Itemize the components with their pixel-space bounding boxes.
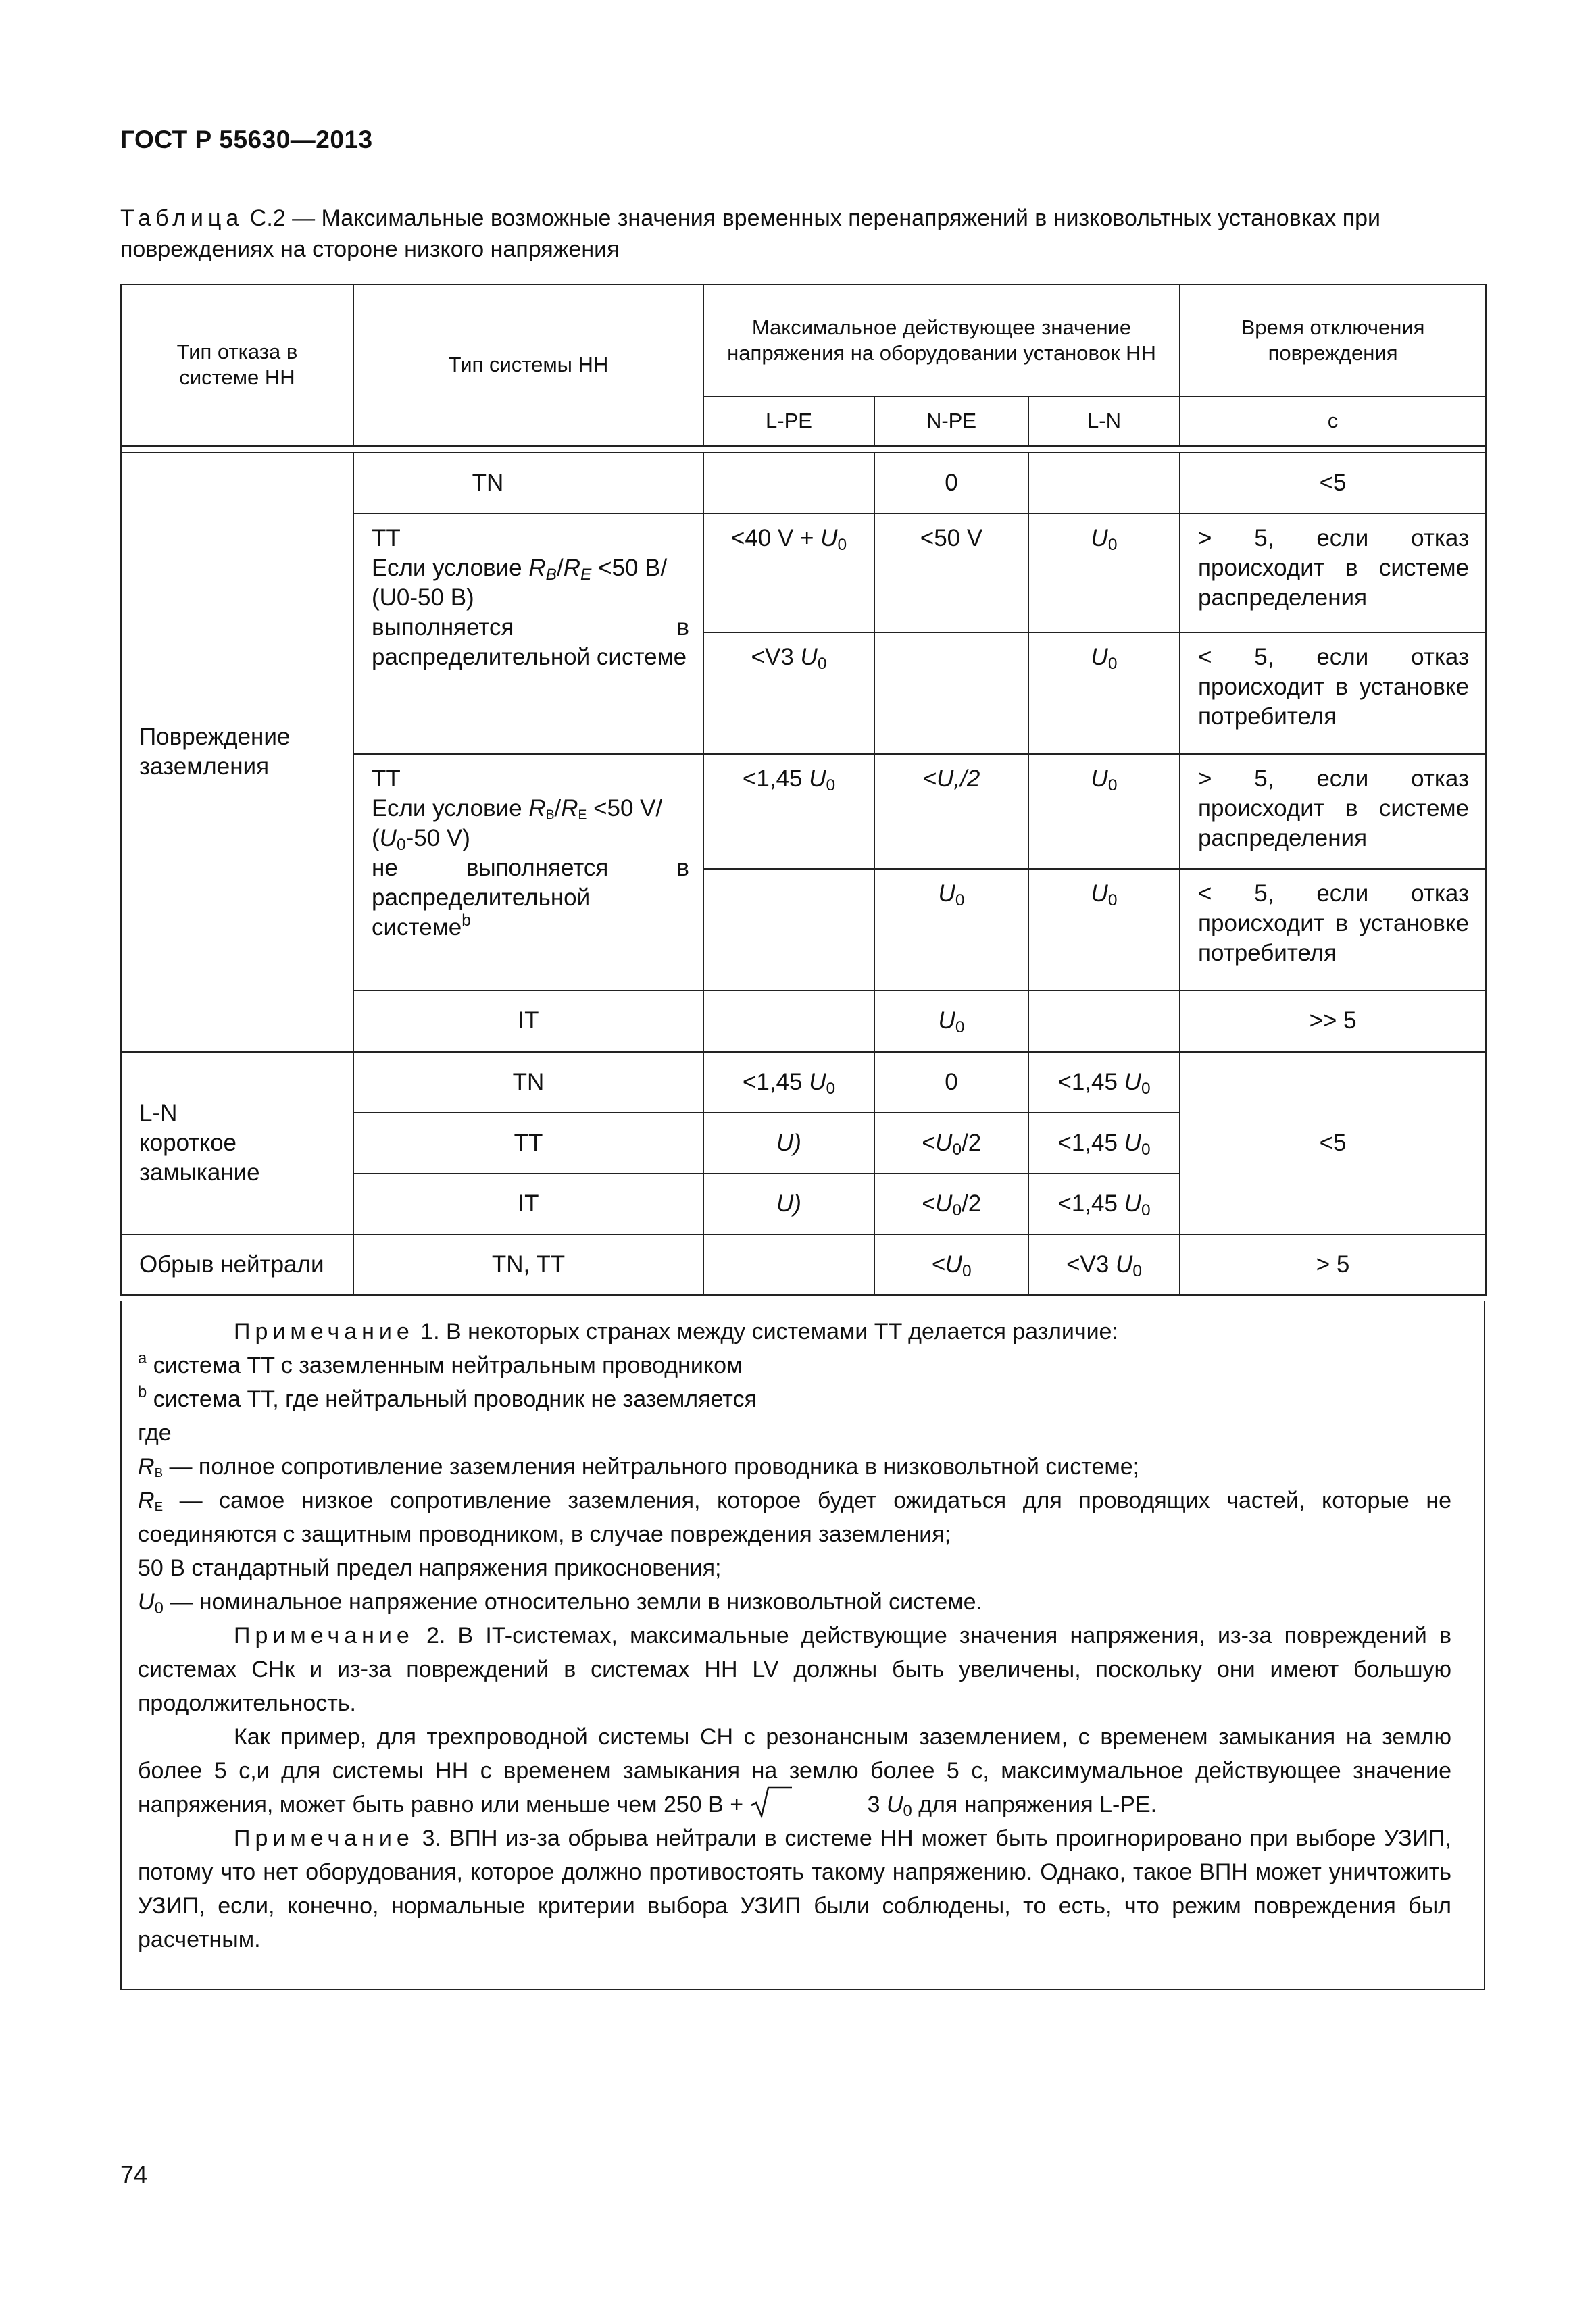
cell-system: TT [353,1113,703,1174]
note-1: Примечание 1. В некоторых странах между системами TT делается различие: [234,1319,1118,1344]
cell-npe: $<U_0/2$ [874,1174,1028,1234]
cell-system-tt-condition: TT Если условие $R_B/R_E <50$ В/ (U0-50 В) выполняется в распределительной системе [353,513,703,754]
cell-lpe: U) [703,1113,874,1174]
page-number: 74 [120,2161,148,2188]
cell-npe [874,632,1028,754]
overvoltage-table [120,284,1487,1296]
cell-lpe: U) [703,1174,874,1234]
header-time-unit: с [1180,397,1486,446]
cell-lpe: <1,45 $U_0$ [703,1052,874,1113]
note-re: RE — самое низкое сопротивление заземления, которое будет ожидаться для проводящих частей, которые не соединяются с защитным проводником, в случае повреждения заземления; [138,1488,1451,1547]
table-caption [120,203,1485,265]
group-neutral-break: Обрыв нейтрали [121,1234,353,1295]
note-example: Как пример, для трехпроводной системы СН с резонансным заземлением, с временем замыкания на землю более 5 с,и для системы НН с временем замыкания на землю более 5 с, максимумальное действующее значение напряжения, может быть равно или меньше чем 250 В + 3 $U_0$ для напряжения L-PE. [138,1724,1451,1820]
cell-ln: $U_0$ [1028,754,1180,869]
cell-time: > 5 [1180,1234,1486,1295]
group-earth-fault: Повреждение заземления [121,453,353,1052]
header-lpe: L-PE [703,397,874,446]
note-2: Примечание 2. В IT-системах, максимальные действующие значения напряжения, из-за повреждений в системах СНк и из-за повреждений в системах НН LV должны быть увеличены, поскольку они имеют большую продолжительность. [138,1623,1451,1716]
cell-system: TN, TT [353,1234,703,1295]
cell-npe: <50 V [874,513,1028,632]
header-fault-type: Тип отказа в системе НН [121,284,353,446]
cell-lpe: <1,45 $U_0$ [703,754,874,869]
header-ln: L-N [1028,397,1180,446]
cell-npe: 0 [874,1052,1028,1113]
group-short-circuit: L-N короткое замыкание [121,1052,353,1235]
cell-ln: <1,45 $U_0$ [1028,1113,1180,1174]
cell-lpe [703,990,874,1052]
cell-ln: $U_0$ [1028,513,1180,632]
table-row [121,453,1486,513]
note-b: $^b$ система TT, где нейтральный проводник не заземляется [138,1383,757,1412]
caption-label: Таблица [120,205,244,231]
header-disconnect-time: Время отключения повреждения [1180,284,1486,397]
sqrt-symbol: 3 [750,1788,880,1821]
cell-ln [1028,453,1180,513]
cell-time: > 5, если отказ происходит в системе распределения [1180,513,1486,632]
cell-system: TN [353,1052,703,1113]
note-limit: 50 В стандартный предел напряжения прикосновения; [138,1555,722,1581]
note-a: $^a$ система TT с заземленным нейтральным проводником [138,1349,743,1378]
cell-time: < 5, если отказ происходит в установке потребителя [1180,869,1486,990]
header-separator [121,446,1486,453]
table-row [121,1052,1486,1113]
caption-text: С.2 — Максимальные возможные значения временных перенапряжений в низковольтных установках при повреждениях на стороне низкого напряжения [120,205,1381,262]
cell-time: > 5, если отказ происходит в системе распределения [1180,754,1486,869]
cell-npe: $U_0$ [874,990,1028,1052]
cell-time: <5 [1180,453,1486,513]
cell-lpe: <V3 $U_0$ [703,632,874,754]
note-rb: RB — полное сопротивление заземления нейтрального проводника в низковольтной системе; [138,1454,1140,1480]
cell-npe: 0 [874,453,1028,513]
cell-system-tt-condition-not-met: TT Если условие RB/RE <50 V/ ($U_0-50$ V) не выполняется в распределительной системе$^b$ [353,754,703,990]
cell-time: >> 5 [1180,990,1486,1052]
cell-system: IT [353,990,703,1052]
sqrt-icon [750,1785,793,1819]
table-notes [120,1301,1485,1990]
cell-npe: $<U_0$ [874,1234,1028,1295]
cell-ln: <V3 $U_0$ [1028,1234,1180,1295]
cell-lpe [703,453,874,513]
table-row [121,1234,1486,1295]
cell-ln: <1,45 $U_0$ [1028,1052,1180,1113]
cell-npe: $<U_0/2$ [874,1113,1028,1174]
cell-time: < 5, если отказ происходит в установке потребителя [1180,632,1486,754]
cell-ln: $U_0$ [1028,869,1180,990]
cell-time: <5 [1180,1052,1486,1235]
cell-ln [1028,990,1180,1052]
cell-system: TN [353,453,703,513]
note-where: где [138,1420,172,1446]
cell-system: IT [353,1174,703,1234]
cell-npe: <U,/2 [874,754,1028,869]
cell-ln: $U_0$ [1028,632,1180,754]
cell-ln: <1,45 $U_0$ [1028,1174,1180,1234]
cell-lpe [703,869,874,990]
header-npe: N-PE [874,397,1028,446]
note-3: Примечание 3. ВПН из-за обрыва нейтрали в системе НН может быть проигнорировано при выборе УЗИП, потому что нет оборудования, которое должно противостоять такому напряжению. Однако, такое ВПН может уничтожить УЗИП, если, конечно, нормальные критерии выбора УЗИП были соблюдены, то есть, что режим повреждения был расчетным. [138,1826,1451,1953]
cell-lpe: <40 $V + U_0$ [703,513,874,632]
header-system-type: Тип системы НН [353,284,703,446]
header-row [121,284,1486,397]
cell-npe: $U_0$ [874,869,1028,990]
cell-lpe [703,1234,874,1295]
document-code: ГОСТ Р 55630—2013 [120,126,373,153]
note-u0: $U_0$ — номинальное напряжение относительно земли в низковольтной системе. [138,1589,982,1617]
header-max-voltage: Максимальное действующее значение напряжения на оборудовании установок НН [703,284,1180,397]
